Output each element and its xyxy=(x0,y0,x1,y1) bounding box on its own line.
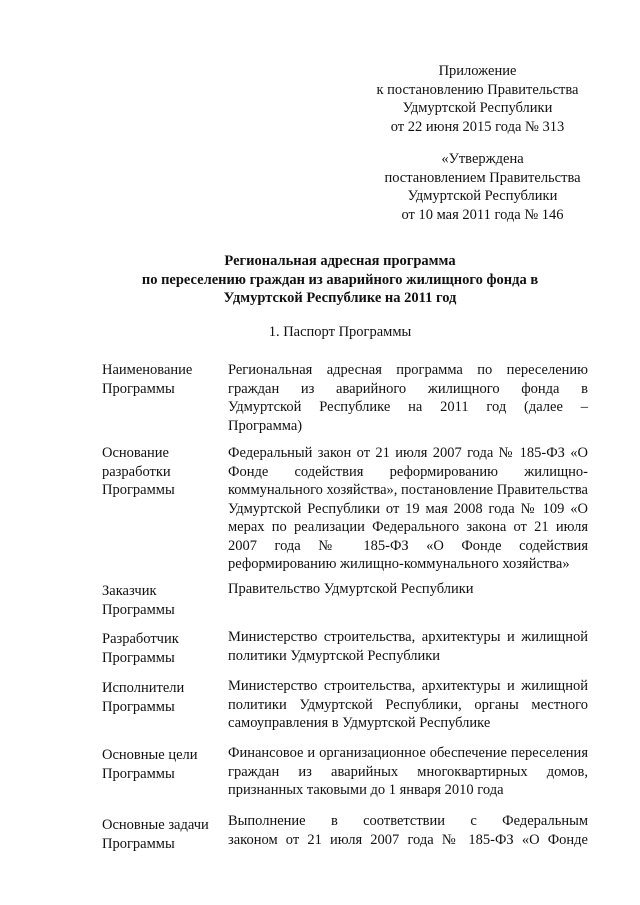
value-line: граждан из аварийных многоквартирных домов, xyxy=(228,763,588,780)
value-line: коммунального хозяйства», постановление Правительства xyxy=(228,482,588,498)
appendix-line: Приложение xyxy=(438,63,517,79)
label-line: Программы xyxy=(102,835,175,852)
label-line: Программы xyxy=(102,765,175,782)
passport-row-label-developer xyxy=(102,630,220,667)
value-line: политики Удмуртской Республики xyxy=(228,647,441,664)
value-line: Министерство строительства, архитектуры и жилищной xyxy=(228,629,588,645)
label-line: Основные цели xyxy=(102,747,198,763)
approval-block xyxy=(365,150,600,224)
value-line: Федеральный закон от 21 июля 2007 года № 185-ФЗ «О xyxy=(228,445,588,461)
approval-line: Удмуртской Республики xyxy=(407,188,558,204)
label-line: Заказчик xyxy=(102,583,157,599)
label-line: Разработчик xyxy=(102,631,179,647)
value-line: граждан из аварийного жилищного фонда в xyxy=(228,380,588,397)
passport-row-label-executors xyxy=(102,679,220,716)
passport-row-value-developer xyxy=(228,628,588,665)
label-line: Программы xyxy=(102,482,175,498)
value-line: самоуправления в Удмуртской Республике xyxy=(228,715,491,731)
passport-row-label-customer xyxy=(102,582,220,619)
label-line: Исполнители xyxy=(102,680,185,696)
title-line: по переселению граждан из аварийного жилищного фонда в xyxy=(141,271,539,288)
label-line: Программы xyxy=(102,380,175,397)
appendix-line: от 22 июня 2015 года № 313 xyxy=(390,118,565,135)
passport-row-label-tasks xyxy=(102,816,220,853)
passport-row-value-basis xyxy=(228,444,588,574)
value-line: Финансовое и организационное обеспечение переселения xyxy=(228,745,588,761)
value-line: мерах по реализации Федерального закона от 21 июля xyxy=(228,519,588,535)
section-heading: 1. Паспорт Программы xyxy=(268,324,412,340)
passport-row-label-goals xyxy=(102,746,220,783)
appendix-line: к постановлению Правительства xyxy=(376,81,579,98)
passport-row-value-goals xyxy=(228,744,588,800)
label-line: Программы xyxy=(102,649,175,666)
appendix-block xyxy=(355,62,600,136)
document-title xyxy=(100,252,580,308)
passport-row-value-executors xyxy=(228,677,588,733)
label-line: Основание xyxy=(102,445,169,461)
value-line: признанных таковыми до 1 января 2010 года xyxy=(228,782,504,798)
value-line: Региональная адресная программа по переселению xyxy=(228,362,588,378)
label-line: Программы xyxy=(102,601,175,618)
passport-row-value-name xyxy=(228,361,588,435)
value-line: Выполнение в соответствии с Федеральным xyxy=(228,813,588,829)
approval-line: «Утверждена xyxy=(441,151,524,167)
appendix-line: Удмуртской Республики xyxy=(402,100,553,116)
value-line: политики Удмуртской Республики, органы местного xyxy=(228,696,588,713)
value-line: Удмуртской Республики от 19 мая 2008 года № 109 «О xyxy=(228,500,588,517)
value-line: Удмуртской Республике на 2011 год (далее – xyxy=(228,399,588,415)
value-line: Фонде содействия реформированию жилищно- xyxy=(228,463,588,480)
value-line: Министерство строительства, архитектуры и жилищной xyxy=(228,678,588,694)
passport-row-value-customer xyxy=(228,580,588,599)
passport-row-label-basis xyxy=(102,444,220,500)
value-line: 2007 года № 185-ФЗ «О Фонде содействия xyxy=(228,537,588,554)
approval-line: от 10 мая 2011 года № 146 xyxy=(401,206,564,223)
passport-row-value-tasks xyxy=(228,812,588,849)
approval-line: постановлением Правительства xyxy=(384,169,581,186)
value-line: Правительство Удмуртской Республики xyxy=(228,581,474,597)
value-line: Программа) xyxy=(228,417,303,434)
label-line: Наименование xyxy=(102,362,193,378)
label-line: Программы xyxy=(102,698,175,715)
label-line: разработки xyxy=(102,463,171,480)
label-line: Основные задачи xyxy=(102,817,209,833)
title-line: Удмуртской Республике на 2011 год xyxy=(223,290,457,306)
value-line: реформированию жилищно-коммунального хозяйства» xyxy=(228,556,570,572)
title-line: Региональная адресная программа xyxy=(224,253,456,269)
value-line: законом от 21 июля 2007 года № 185-ФЗ «О Фонде xyxy=(228,831,588,848)
passport-row-label-name xyxy=(102,361,220,398)
